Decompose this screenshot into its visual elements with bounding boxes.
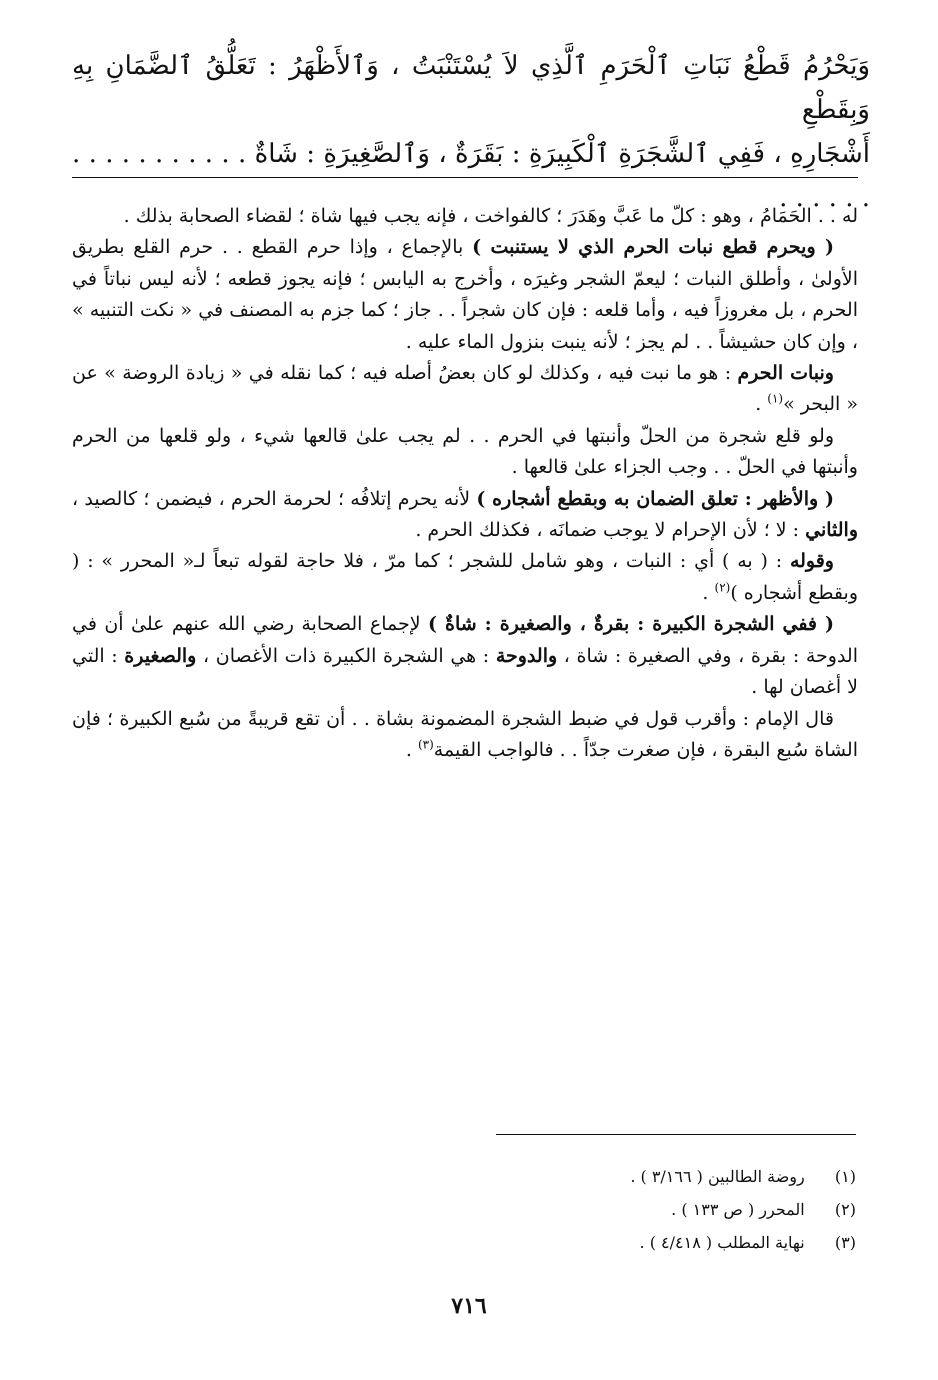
matn-separator-rule bbox=[72, 177, 858, 178]
footnote-number: (٣) bbox=[834, 1233, 856, 1252]
commentary-text-run: . bbox=[702, 581, 715, 604]
footnote-item bbox=[300, 1193, 856, 1226]
matn-line-2: أَشْجَارِهِ ، فَفِي ٱلشَّجَرَةِ ٱلْكَبِيرَةِ : بَقَرَةٌ ، وَٱلصَّغِيرَةِ : شَاةٌ . . . . . . . . . . . . . . . . . bbox=[72, 139, 870, 213]
footnote-separator-rule bbox=[496, 1134, 856, 1135]
commentary-paragraph bbox=[72, 232, 858, 358]
quoted-matn: ( ففي الشجرة الكبيرة : بقرةٌ ، والصغيرة : شاةٌ ) bbox=[428, 613, 835, 636]
commentary-text-run: : هي الشجرة الكبيرة ذات الأغصان ، bbox=[196, 644, 496, 667]
commentary-text-run: . bbox=[755, 393, 768, 416]
footnote-ref[interactable]: (١) bbox=[767, 392, 784, 407]
footnote-item bbox=[300, 1160, 856, 1193]
commentary-text-run: لإجماع الصحابة رضي الله عنهم علىٰ أن في الدوحة : بقرة ، وفي الصغيرة : شاة ، bbox=[72, 613, 858, 667]
footnote-ref[interactable]: (٢) bbox=[714, 580, 731, 595]
quoted-matn: ( ويحرم قطع نبات الحرم الذي لا يستنبت ) bbox=[472, 236, 834, 259]
commentary-text-run: : هو ما نبت فيه ، وكذلك لو كان بعضُ أصله فيه ؛ كما نقله في « زيادة الروضة » عن « البحر » bbox=[72, 362, 858, 416]
commentary-text-run: لأنه يحرم إتلافُه ؛ لحرمة الحرم ، فيضمن ؛ كالصيد ، bbox=[72, 487, 477, 510]
commentary-text-run: : ( به ) أي : النبات ، وهو شامل للشجر ؛ كما مرّ ، فلا حاجة لقوله تبعاً لـ« المحرر » : ( وبقطع أشجاره ) bbox=[72, 550, 858, 604]
bold-term: والدوحة bbox=[495, 644, 558, 667]
commentary-paragraph bbox=[72, 546, 858, 609]
footnote-ref[interactable]: (٣) bbox=[417, 737, 434, 752]
bold-term: والثاني bbox=[805, 519, 858, 542]
bold-term: والصغيرة bbox=[124, 644, 197, 667]
commentary-paragraph bbox=[72, 421, 858, 484]
commentary-text-run: بالإجماع ، وإذا حرم القطع . . حرم القلع بطريق الأولىٰ ، وأطلق النبات ؛ ليعمّ الشجر وغيرَه ، وأخرج به اليابس ؛ فإنه يجوز قطعه ؛ لأنه ليس نباتاً في الحرم ، بل مغروزاً فيه ، وأما قلعه : فإن كان شجراً . . جاز ؛ كما جزم به المصنف في « نكت التنبيه » ، وإن كان حشيشاً . . لم يجز ؛ لأنه ينبت بنزول الماء عليه . bbox=[72, 236, 858, 353]
footnote-text: نهاية المطلب ( ٤/٤١٨ ) . bbox=[639, 1233, 805, 1252]
commentary-paragraph bbox=[72, 358, 858, 421]
commentary-text-run: له . . الحَمَامُ ، وهو : كلّ ما عَبَّ وهَدَرَ ؛ كالفواخت ، فإنه يجب فيها شاة ؛ لقضاء الصحابة بذلك . bbox=[123, 205, 858, 227]
bold-term: ونبات الحرم bbox=[737, 362, 834, 385]
commentary-paragraph bbox=[72, 484, 858, 547]
commentary-text-run: : لا ؛ لأن الإحرام لا يوجب ضمانَه ، فكذلك الحرم . bbox=[415, 519, 806, 542]
matn-text bbox=[72, 44, 870, 220]
footnote-text: المحرر ( ص ١٣٣ ) . bbox=[671, 1200, 805, 1219]
footnote-text: روضة الطالبين ( ٣/١٦٦ ) . bbox=[630, 1167, 805, 1186]
commentary-text bbox=[72, 201, 858, 766]
commentary-paragraph bbox=[72, 201, 858, 232]
quoted-matn: ( والأظهر : تعلق الضمان به وبقطع أشجاره ) bbox=[476, 487, 835, 510]
commentary-text-run: . bbox=[405, 738, 418, 761]
commentary-paragraph bbox=[72, 609, 858, 703]
footnote-number: (١) bbox=[834, 1167, 856, 1186]
matn-line-1: وَيَحْرُمُ قَطْعُ نَبَاتِ ٱلْحَرَمِ ٱلَّذِي لاَ يُسْتَنْبَتُ ، وَٱلأَظْهَرُ : تَعَلُّقُ ٱلضَّمَانِ بِهِ وَبِقَطْعِ bbox=[72, 51, 870, 125]
page-number: ٧١٦ bbox=[451, 1293, 487, 1319]
bold-term: وقوله bbox=[789, 550, 834, 573]
footnote-number: (٢) bbox=[834, 1200, 856, 1219]
commentary-text-run: ولو قلع شجرة من الحلّ وأنبتها في الحرم . . لم يجب علىٰ قالعها شيء ، ولو قلعها من الحرم وأنبتها في الحلّ . . وجب الجزاء علىٰ قالعها . bbox=[72, 424, 858, 479]
commentary-text-run: قال الإمام : وأقرب قول في ضبط الشجرة المضمونة بشاة . . أن تقع قريبةً من سُبع الكبيرة ؛ فإن الشاة سُبع البقرة ، فإن صغرت جدّاً . . فالواجب القيمة bbox=[72, 707, 858, 761]
commentary-paragraph bbox=[72, 704, 858, 767]
commentary-text-run: : التي لا أغصان لها . bbox=[72, 644, 858, 699]
footnote-item bbox=[300, 1226, 856, 1259]
footnotes bbox=[300, 1160, 856, 1259]
